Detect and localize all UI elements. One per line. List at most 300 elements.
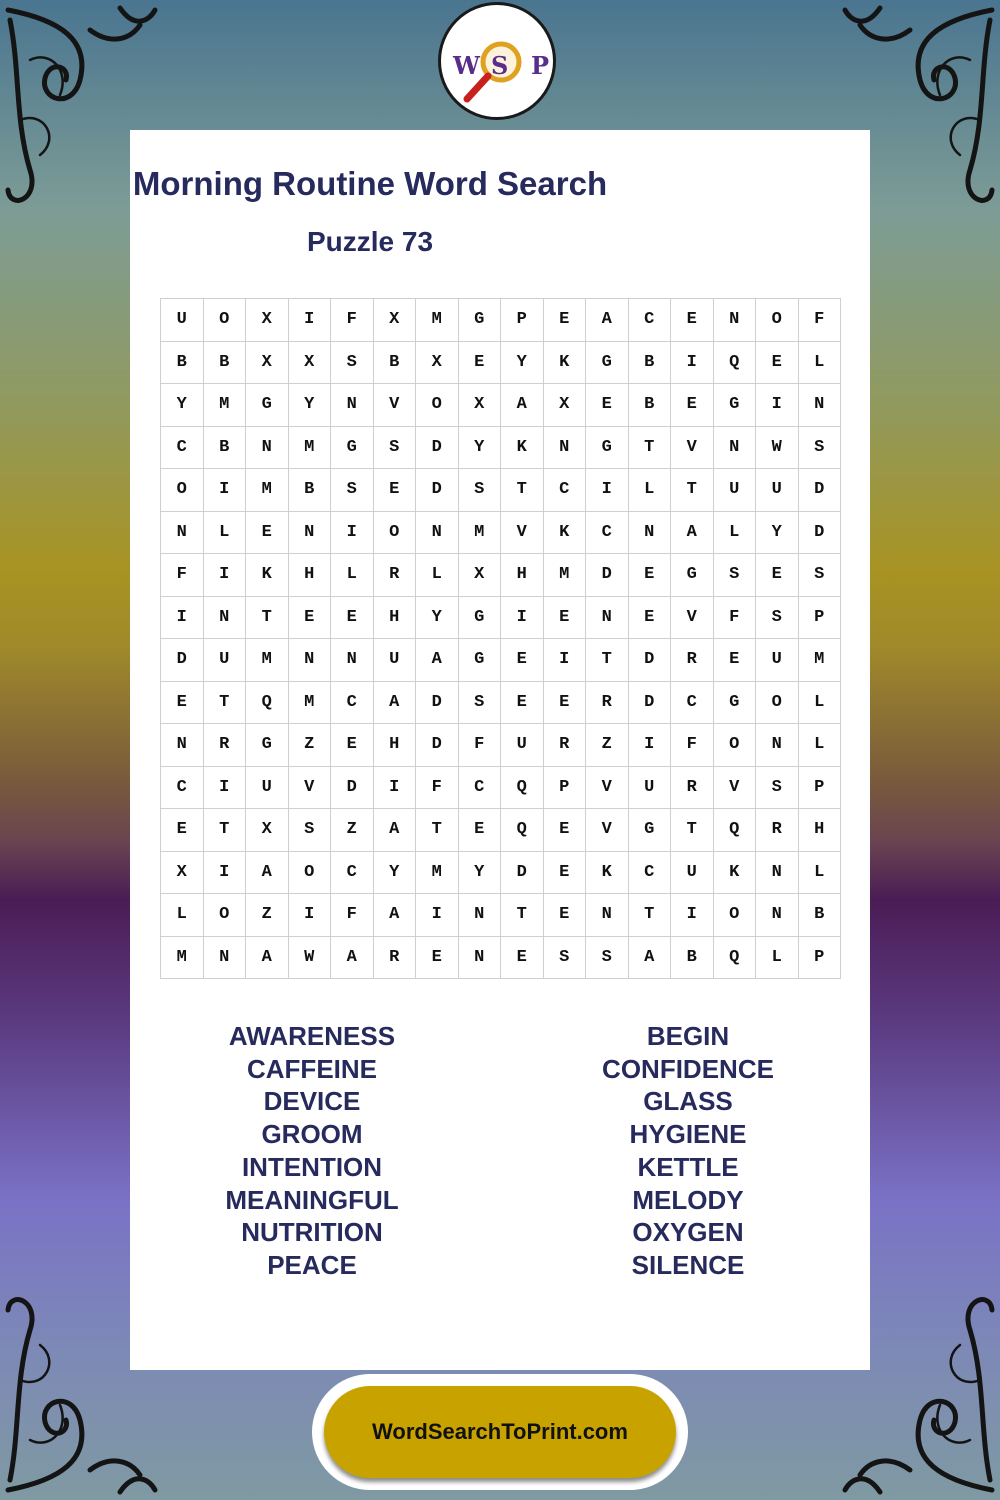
grid-cell[interactable]: E: [501, 936, 544, 979]
grid-cell[interactable]: U: [756, 639, 799, 682]
grid-cell[interactable]: I: [203, 851, 246, 894]
grid-cell[interactable]: S: [756, 766, 799, 809]
grid-cell[interactable]: E: [458, 809, 501, 852]
grid-cell[interactable]: T: [203, 809, 246, 852]
grid-cell[interactable]: Y: [756, 511, 799, 554]
grid-cell[interactable]: P: [543, 766, 586, 809]
grid-cell[interactable]: S: [798, 426, 841, 469]
grid-cell[interactable]: F: [671, 724, 714, 767]
grid-cell[interactable]: B: [203, 341, 246, 384]
word-item: INTENTION: [241, 1151, 383, 1182]
grid-cell[interactable]: N: [756, 724, 799, 767]
grid-cell[interactable]: C: [331, 681, 374, 724]
grid-cell[interactable]: N: [458, 894, 501, 937]
grid-cell[interactable]: U: [756, 469, 799, 512]
grid-cell[interactable]: D: [586, 554, 629, 597]
grid-cell[interactable]: T: [416, 809, 459, 852]
grid-cell[interactable]: S: [458, 681, 501, 724]
puzzle-number: Puzzle 73: [306, 226, 434, 257]
word-item: AWARENESS: [228, 1021, 396, 1051]
grid-cell[interactable]: N: [246, 426, 289, 469]
grid-cell[interactable]: T: [203, 681, 246, 724]
grid-cell[interactable]: C: [628, 851, 671, 894]
grid-cell[interactable]: B: [203, 426, 246, 469]
grid-cell[interactable]: W: [288, 936, 331, 979]
site-logo[interactable]: [438, 2, 556, 120]
grid-cell[interactable]: N: [416, 511, 459, 554]
grid-cell[interactable]: A: [246, 851, 289, 894]
grid-cell[interactable]: O: [203, 299, 246, 342]
grid-cell[interactable]: D: [416, 469, 459, 512]
grid-cell[interactable]: E: [543, 894, 586, 937]
grid-row: [161, 299, 841, 342]
grid-cell[interactable]: X: [246, 809, 289, 852]
grid-cell[interactable]: S: [756, 596, 799, 639]
grid-cell[interactable]: D: [798, 469, 841, 512]
grid-cell[interactable]: G: [713, 384, 756, 427]
grid-cell[interactable]: A: [671, 511, 714, 554]
grid-cell[interactable]: O: [203, 894, 246, 937]
grid-cell[interactable]: G: [671, 554, 714, 597]
grid-cell[interactable]: F: [713, 596, 756, 639]
grid-row: [161, 511, 841, 554]
grid-cell[interactable]: N: [798, 384, 841, 427]
grid-cell[interactable]: N: [713, 299, 756, 342]
grid-cell[interactable]: M: [458, 511, 501, 554]
grid-cell[interactable]: E: [288, 596, 331, 639]
grid-cell[interactable]: B: [628, 384, 671, 427]
grid-cell[interactable]: P: [798, 936, 841, 979]
grid-row: [161, 469, 841, 512]
grid-cell[interactable]: O: [756, 299, 799, 342]
grid-cell[interactable]: E: [543, 681, 586, 724]
grid-cell[interactable]: C: [586, 511, 629, 554]
grid-cell[interactable]: S: [331, 341, 374, 384]
grid-cell[interactable]: P: [501, 299, 544, 342]
grid-cell[interactable]: X: [246, 341, 289, 384]
grid-cell[interactable]: D: [628, 639, 671, 682]
word-item: SILENCE: [631, 1249, 745, 1280]
grid-cell[interactable]: I: [416, 894, 459, 937]
word-list-left: [124, 1020, 500, 1282]
grid-cell[interactable]: E: [501, 639, 544, 682]
site-banner: [312, 1374, 688, 1490]
grid-cell[interactable]: S: [288, 809, 331, 852]
grid-cell[interactable]: L: [798, 681, 841, 724]
grid-cell[interactable]: S: [458, 469, 501, 512]
grid-cell[interactable]: Q: [713, 809, 756, 852]
grid-cell[interactable]: O: [713, 894, 756, 937]
grid-cell[interactable]: N: [331, 384, 374, 427]
grid-cell[interactable]: B: [671, 936, 714, 979]
grid-cell[interactable]: K: [246, 554, 289, 597]
grid-row: [161, 554, 841, 597]
grid-cell[interactable]: M: [203, 384, 246, 427]
grid-cell[interactable]: C: [628, 299, 671, 342]
grid-cell[interactable]: A: [331, 936, 374, 979]
logo-letter-p: P: [531, 51, 550, 80]
word-item: GLASS: [643, 1086, 733, 1117]
grid-cell[interactable]: G: [586, 341, 629, 384]
grid-cell[interactable]: A: [373, 894, 416, 937]
grid-cell[interactable]: T: [671, 809, 714, 852]
grid-cell[interactable]: V: [713, 766, 756, 809]
grid-row: [161, 851, 841, 894]
word-item: MELODY: [632, 1184, 744, 1215]
grid-cell[interactable]: P: [798, 766, 841, 809]
logo-letter-s: S: [491, 51, 509, 80]
grid-row: [161, 936, 841, 979]
grid-cell[interactable]: N: [586, 894, 629, 937]
grid-cell[interactable]: N: [756, 894, 799, 937]
grid-cell[interactable]: G: [586, 426, 629, 469]
grid-cell[interactable]: S: [798, 554, 841, 597]
grid-cell[interactable]: G: [458, 596, 501, 639]
grid-cell[interactable]: L: [798, 341, 841, 384]
grid-cell[interactable]: Y: [458, 851, 501, 894]
grid-cell[interactable]: S: [713, 554, 756, 597]
grid-cell[interactable]: T: [671, 469, 714, 512]
grid-cell[interactable]: T: [628, 426, 671, 469]
grid-cell[interactable]: F: [458, 724, 501, 767]
grid-cell[interactable]: B: [798, 894, 841, 937]
grid-cell[interactable]: T: [586, 639, 629, 682]
grid-cell[interactable]: E: [671, 384, 714, 427]
grid-cell[interactable]: D: [501, 851, 544, 894]
word-list-right: [500, 1020, 876, 1282]
grid-cell[interactable]: V: [671, 596, 714, 639]
word-item: BEGIN: [646, 1021, 730, 1051]
word-item: HYGIENE: [629, 1119, 747, 1150]
grid-cell[interactable]: Q: [501, 809, 544, 852]
grid-cell[interactable]: I: [288, 894, 331, 937]
grid-cell[interactable]: K: [501, 426, 544, 469]
grid-cell[interactable]: Q: [713, 341, 756, 384]
grid-cell[interactable]: X: [373, 299, 416, 342]
grid-cell[interactable]: L: [161, 894, 204, 937]
grid-cell[interactable]: N: [203, 936, 246, 979]
grid-cell[interactable]: X: [161, 851, 204, 894]
word-item: PEACE: [267, 1249, 357, 1280]
grid-cell[interactable]: U: [373, 639, 416, 682]
grid-cell[interactable]: Q: [501, 766, 544, 809]
grid-cell[interactable]: D: [628, 681, 671, 724]
grid-cell[interactable]: H: [501, 554, 544, 597]
letter-grid: [160, 298, 841, 979]
grid-cell[interactable]: V: [373, 384, 416, 427]
grid-cell[interactable]: H: [288, 554, 331, 597]
grid-cell[interactable]: Z: [246, 894, 289, 937]
grid-cell[interactable]: K: [543, 341, 586, 384]
grid-cell[interactable]: R: [543, 724, 586, 767]
grid-cell[interactable]: X: [458, 554, 501, 597]
grid-cell[interactable]: N: [331, 639, 374, 682]
grid-cell[interactable]: D: [331, 766, 374, 809]
grid-cell[interactable]: N: [161, 511, 204, 554]
grid-cell[interactable]: Z: [331, 809, 374, 852]
grid-cell[interactable]: D: [416, 681, 459, 724]
grid-cell[interactable]: V: [586, 809, 629, 852]
grid-cell[interactable]: E: [756, 341, 799, 384]
grid-row: [161, 809, 841, 852]
grid-cell[interactable]: O: [288, 851, 331, 894]
grid-cell[interactable]: M: [416, 851, 459, 894]
grid-cell[interactable]: M: [288, 426, 331, 469]
grid-cell[interactable]: L: [203, 511, 246, 554]
grid-cell[interactable]: A: [246, 936, 289, 979]
grid-cell[interactable]: S: [373, 426, 416, 469]
grid-cell[interactable]: I: [671, 341, 714, 384]
puzzle-title: Morning Routine Word Search: [132, 165, 608, 202]
grid-cell[interactable]: A: [373, 809, 416, 852]
grid-cell[interactable]: G: [246, 384, 289, 427]
grid-cell[interactable]: G: [331, 426, 374, 469]
grid-cell[interactable]: F: [331, 299, 374, 342]
grid-cell[interactable]: U: [246, 766, 289, 809]
grid-cell[interactable]: E: [756, 554, 799, 597]
grid-row: [161, 426, 841, 469]
grid-cell[interactable]: M: [288, 681, 331, 724]
grid-cell[interactable]: R: [671, 766, 714, 809]
grid-cell[interactable]: X: [416, 341, 459, 384]
grid-cell[interactable]: U: [501, 724, 544, 767]
grid-cell[interactable]: Y: [161, 384, 204, 427]
grid-cell[interactable]: D: [416, 426, 459, 469]
grid-cell[interactable]: L: [331, 554, 374, 597]
word-item: NUTRITION: [241, 1217, 383, 1248]
grid-cell[interactable]: D: [798, 511, 841, 554]
grid-cell[interactable]: O: [416, 384, 459, 427]
grid-cell[interactable]: Y: [458, 426, 501, 469]
grid-cell[interactable]: L: [416, 554, 459, 597]
grid-cell[interactable]: N: [713, 426, 756, 469]
grid-cell[interactable]: B: [161, 341, 204, 384]
grid-cell[interactable]: Q: [246, 681, 289, 724]
grid-cell[interactable]: E: [628, 596, 671, 639]
grid-cell[interactable]: R: [373, 936, 416, 979]
grid-cell[interactable]: V: [671, 426, 714, 469]
word-item: DEVICE: [263, 1086, 361, 1117]
grid-cell[interactable]: E: [501, 681, 544, 724]
grid-row: [161, 639, 841, 682]
grid-cell[interactable]: B: [288, 469, 331, 512]
grid-cell[interactable]: I: [161, 596, 204, 639]
grid-cell[interactable]: C: [161, 426, 204, 469]
word-item: CAFFEINE: [247, 1053, 377, 1084]
grid-cell[interactable]: E: [543, 809, 586, 852]
grid-cell[interactable]: X: [458, 384, 501, 427]
grid-cell[interactable]: V: [288, 766, 331, 809]
grid-cell[interactable]: E: [543, 299, 586, 342]
grid-cell[interactable]: O: [161, 469, 204, 512]
grid-cell[interactable]: C: [331, 851, 374, 894]
grid-cell[interactable]: E: [161, 681, 204, 724]
grid-cell[interactable]: O: [373, 511, 416, 554]
grid-cell[interactable]: A: [628, 936, 671, 979]
grid-cell[interactable]: E: [246, 511, 289, 554]
grid-row: [161, 384, 841, 427]
grid-cell[interactable]: O: [756, 681, 799, 724]
grid-cell[interactable]: X: [288, 341, 331, 384]
grid-cell[interactable]: I: [203, 766, 246, 809]
grid-cell[interactable]: G: [628, 809, 671, 852]
grid-cell[interactable]: D: [416, 724, 459, 767]
grid-cell[interactable]: A: [416, 639, 459, 682]
grid-cell[interactable]: I: [586, 469, 629, 512]
grid-cell[interactable]: C: [543, 469, 586, 512]
grid-cell[interactable]: L: [798, 724, 841, 767]
grid-cell[interactable]: G: [246, 724, 289, 767]
word-item: MEANINGFUL: [225, 1184, 399, 1215]
grid-cell[interactable]: G: [458, 639, 501, 682]
grid-cell[interactable]: N: [756, 851, 799, 894]
grid-cell[interactable]: V: [501, 511, 544, 554]
grid-cell[interactable]: X: [543, 384, 586, 427]
grid-cell[interactable]: M: [798, 639, 841, 682]
grid-cell[interactable]: Z: [586, 724, 629, 767]
grid-cell[interactable]: M: [246, 639, 289, 682]
grid-cell[interactable]: L: [798, 851, 841, 894]
grid-cell[interactable]: K: [586, 851, 629, 894]
grid-cell[interactable]: E: [671, 299, 714, 342]
grid-cell[interactable]: U: [628, 766, 671, 809]
grid-cell[interactable]: A: [586, 299, 629, 342]
grid-cell[interactable]: Y: [416, 596, 459, 639]
grid-cell[interactable]: I: [373, 766, 416, 809]
grid-cell[interactable]: S: [543, 936, 586, 979]
grid-cell[interactable]: F: [161, 554, 204, 597]
grid-cell[interactable]: D: [161, 639, 204, 682]
grid-cell[interactable]: N: [288, 511, 331, 554]
grid-cell[interactable]: A: [501, 384, 544, 427]
grid-cell[interactable]: H: [373, 724, 416, 767]
word-item: OXYGEN: [632, 1217, 744, 1248]
grid-cell[interactable]: U: [161, 299, 204, 342]
grid-cell[interactable]: W: [756, 426, 799, 469]
grid-cell[interactable]: M: [416, 299, 459, 342]
grid-cell[interactable]: M: [543, 554, 586, 597]
grid-cell[interactable]: E: [373, 469, 416, 512]
grid-cell[interactable]: C: [458, 766, 501, 809]
grid-cell[interactable]: Y: [373, 851, 416, 894]
word-item: CONFIDENCE: [602, 1053, 774, 1084]
grid-row: [161, 724, 841, 767]
grid-cell[interactable]: A: [373, 681, 416, 724]
grid-cell[interactable]: I: [628, 724, 671, 767]
grid-cell[interactable]: L: [713, 511, 756, 554]
grid-cell[interactable]: I: [203, 554, 246, 597]
grid-cell[interactable]: E: [458, 341, 501, 384]
grid-cell[interactable]: G: [458, 299, 501, 342]
grid-row: [161, 681, 841, 724]
grid-cell[interactable]: Y: [288, 384, 331, 427]
grid-cell[interactable]: F: [416, 766, 459, 809]
grid-cell[interactable]: F: [331, 894, 374, 937]
grid-cell[interactable]: S: [586, 936, 629, 979]
grid-cell[interactable]: L: [756, 936, 799, 979]
grid-cell[interactable]: I: [756, 384, 799, 427]
grid-cell[interactable]: I: [288, 299, 331, 342]
grid-row: [161, 894, 841, 937]
grid-cell[interactable]: U: [671, 851, 714, 894]
grid-cell[interactable]: I: [203, 469, 246, 512]
grid-cell[interactable]: U: [713, 469, 756, 512]
grid-cell[interactable]: U: [203, 639, 246, 682]
grid-cell[interactable]: Q: [713, 936, 756, 979]
grid-cell[interactable]: E: [628, 554, 671, 597]
grid-cell[interactable]: I: [543, 639, 586, 682]
grid-cell[interactable]: C: [161, 766, 204, 809]
grid-cell[interactable]: B: [628, 341, 671, 384]
grid-cell[interactable]: H: [798, 809, 841, 852]
grid-cell[interactable]: N: [203, 596, 246, 639]
site-link-button[interactable]: [324, 1386, 676, 1478]
grid-cell[interactable]: E: [161, 809, 204, 852]
grid-cell[interactable]: T: [501, 469, 544, 512]
word-item: GROOM: [261, 1119, 363, 1150]
grid-cell[interactable]: S: [331, 469, 374, 512]
grid-cell[interactable]: N: [288, 639, 331, 682]
grid-cell[interactable]: B: [373, 341, 416, 384]
grid-cell[interactable]: N: [458, 936, 501, 979]
grid-cell[interactable]: T: [501, 894, 544, 937]
grid-cell[interactable]: I: [331, 511, 374, 554]
grid-cell[interactable]: F: [798, 299, 841, 342]
grid-cell[interactable]: L: [628, 469, 671, 512]
grid-cell[interactable]: O: [713, 724, 756, 767]
grid-row: [161, 596, 841, 639]
grid-cell[interactable]: M: [246, 469, 289, 512]
grid-cell[interactable]: N: [161, 724, 204, 767]
grid-row: [161, 766, 841, 809]
grid-cell[interactable]: H: [373, 596, 416, 639]
grid-cell[interactable]: T: [628, 894, 671, 937]
grid-cell[interactable]: R: [586, 681, 629, 724]
word-item: KETTLE: [637, 1151, 739, 1182]
grid-cell[interactable]: V: [586, 766, 629, 809]
grid-cell[interactable]: T: [246, 596, 289, 639]
grid-cell[interactable]: E: [543, 596, 586, 639]
grid-cell[interactable]: R: [373, 554, 416, 597]
grid-cell[interactable]: E: [586, 384, 629, 427]
grid-cell[interactable]: R: [203, 724, 246, 767]
grid-cell[interactable]: Z: [288, 724, 331, 767]
grid-cell[interactable]: X: [246, 299, 289, 342]
grid-cell[interactable]: I: [671, 894, 714, 937]
grid-cell[interactable]: E: [543, 851, 586, 894]
grid-cell[interactable]: E: [331, 596, 374, 639]
logo-letter-w: W: [453, 51, 480, 80]
grid-cell[interactable]: P: [798, 596, 841, 639]
grid-cell[interactable]: R: [756, 809, 799, 852]
grid-row: [161, 341, 841, 384]
grid-cell[interactable]: C: [671, 681, 714, 724]
grid-cell[interactable]: M: [161, 936, 204, 979]
grid-cell[interactable]: K: [713, 851, 756, 894]
grid-cell[interactable]: N: [586, 596, 629, 639]
grid-cell[interactable]: R: [671, 639, 714, 682]
grid-cell[interactable]: N: [628, 511, 671, 554]
grid-cell[interactable]: Y: [501, 341, 544, 384]
grid-cell[interactable]: E: [416, 936, 459, 979]
grid-cell[interactable]: K: [543, 511, 586, 554]
grid-cell[interactable]: E: [331, 724, 374, 767]
grid-cell[interactable]: I: [501, 596, 544, 639]
site-url: WordSearchToPrint.com: [372, 1419, 628, 1444]
grid-cell[interactable]: N: [543, 426, 586, 469]
grid-cell[interactable]: G: [713, 681, 756, 724]
grid-cell[interactable]: E: [713, 639, 756, 682]
